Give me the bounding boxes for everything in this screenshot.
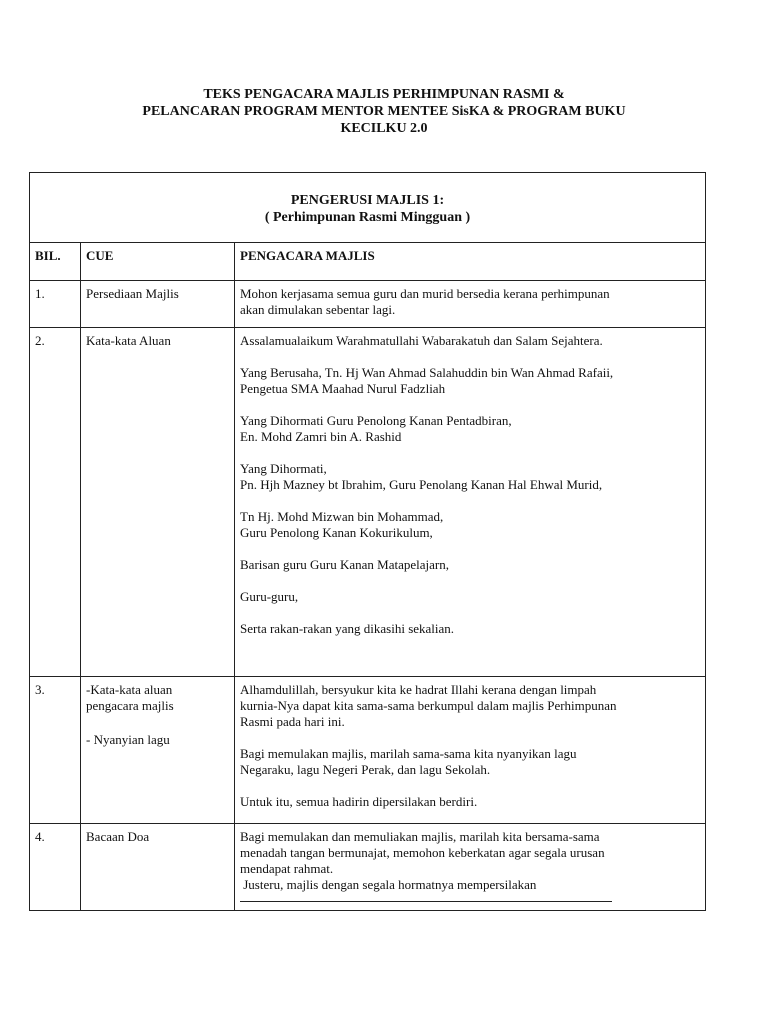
cue-item xyxy=(86,732,229,748)
script-line: Serta rakan-rakan yang dikasihi sekalian. xyxy=(240,621,455,636)
row-cue xyxy=(81,677,235,824)
script-line: Rasmi pada hari ini. xyxy=(240,714,345,729)
script-paragraph xyxy=(240,286,700,318)
script-line: menadah tangan bermunajat, memohon keberkatan agar segala urusan xyxy=(240,845,605,860)
script-line: Tn Hj. Mohd Mizwan bin Mohammad, xyxy=(240,509,444,524)
script-paragraph xyxy=(240,682,700,730)
script-paragraph xyxy=(240,746,700,778)
column-header-cue: CUE xyxy=(81,243,235,281)
script-line: Guru Penolong Kanan Kokurikulum, xyxy=(240,525,433,540)
script-line: Guru-guru, xyxy=(240,589,299,604)
script-line: Bagi memulakan dan memuliakan majlis, marilah kita bersama-sama xyxy=(240,829,600,844)
script-paragraph xyxy=(240,333,700,349)
script-line: En. Mohd Zamri bin A. Rashid xyxy=(240,429,402,444)
script-line: Assalamualaikum Warahmatullahi Wabarakatuh dan Salam Sejahtera. xyxy=(240,333,603,348)
section-header xyxy=(30,173,706,243)
script-line: Yang Dihormati, xyxy=(240,461,327,476)
script-line: Mohon kerjasama semua guru dan murid bersedia kerana perhimpunan xyxy=(240,286,610,301)
row-number: 2. xyxy=(30,328,81,677)
script-paragraph xyxy=(240,794,700,810)
column-header-row xyxy=(30,243,706,281)
column-header-pengacara: PENGACARA MAJLIS xyxy=(235,243,706,281)
cue-line: - Nyanyian lagu xyxy=(86,732,170,747)
script-line: Yang Berusaha, Tn. Hj Wan Ahmad Salahuddin bin Wan Ahmad Rafaii, xyxy=(240,365,614,380)
script-paragraph xyxy=(240,557,700,573)
section-header-row xyxy=(30,173,706,243)
row-number: 1. xyxy=(30,281,81,328)
cue-item xyxy=(86,682,229,714)
title-line-1: TEKS PENGACARA MAJLIS PERHIMPUNAN RASMI & xyxy=(203,87,565,102)
script-line: Untuk itu, semua hadirin dipersilakan berdiri. xyxy=(240,794,478,809)
table-row xyxy=(30,281,706,328)
table-row xyxy=(30,677,706,824)
cue-line: pengacara majlis xyxy=(86,698,174,713)
row-cue: Persediaan Majlis xyxy=(81,281,235,328)
script-line: akan dimulakan sebentar lagi. xyxy=(240,302,396,317)
title-line-3: KECILKU 2.0 xyxy=(340,121,428,136)
document-title xyxy=(0,86,768,137)
row-number: 4. xyxy=(30,824,81,911)
script-line: Justeru, majlis dengan segala hormatnya mempersilakan xyxy=(240,877,537,892)
script-paragraph xyxy=(240,413,700,445)
section-subheading: ( Perhimpunan Rasmi Mingguan ) xyxy=(264,210,471,225)
script-line: Pengetua SMA Maahad Nurul Fadzliah xyxy=(240,381,446,396)
script-paragraph xyxy=(240,621,700,637)
script-paragraph xyxy=(240,829,700,902)
row-cue: Kata-kata Aluan xyxy=(81,328,235,677)
script-paragraph xyxy=(240,509,700,541)
row-script xyxy=(235,824,706,911)
section-heading: PENGERUSI MAJLIS 1: xyxy=(290,193,445,208)
script-line: Yang Dihormati Guru Penolong Kanan Pentadbiran, xyxy=(240,413,512,428)
script-line: kurnia-Nya dapat kita sama-sama berkumpul dalam majlis Perhimpunan xyxy=(240,698,617,713)
title-line-2: PELANCARAN PROGRAM MENTOR MENTEE SisKA & PROGRAM BUKU xyxy=(142,104,626,119)
column-header-bil: BIL. xyxy=(30,243,81,281)
table-row xyxy=(30,824,706,911)
table-row xyxy=(30,328,706,677)
row-script xyxy=(235,677,706,824)
row-script xyxy=(235,281,706,328)
fill-in-blank-line xyxy=(240,893,612,902)
script-line: Alhamdulillah, bersyukur kita ke hadrat Illahi kerana dengan limpah xyxy=(240,682,597,697)
cue-line: -Kata-kata aluan xyxy=(86,682,173,697)
script-line: Negaraku, lagu Negeri Perak, dan lagu Sekolah. xyxy=(240,762,491,777)
script-line: Pn. Hjh Mazney bt Ibrahim, Guru Penolang Kanan Hal Ehwal Murid, xyxy=(240,477,603,492)
script-line: Bagi memulakan majlis, marilah sama-sama kita nyanyikan lagu xyxy=(240,746,577,761)
script-paragraph xyxy=(240,461,700,493)
row-number: 3. xyxy=(30,677,81,824)
row-cue: Bacaan Doa xyxy=(81,824,235,911)
emcee-script-table xyxy=(29,172,706,911)
script-line: mendapat rahmat. xyxy=(240,861,334,876)
script-paragraph xyxy=(240,589,700,605)
script-paragraph xyxy=(240,365,700,397)
row-script xyxy=(235,328,706,677)
script-line: Barisan guru Guru Kanan Matapelajarn, xyxy=(240,557,450,572)
